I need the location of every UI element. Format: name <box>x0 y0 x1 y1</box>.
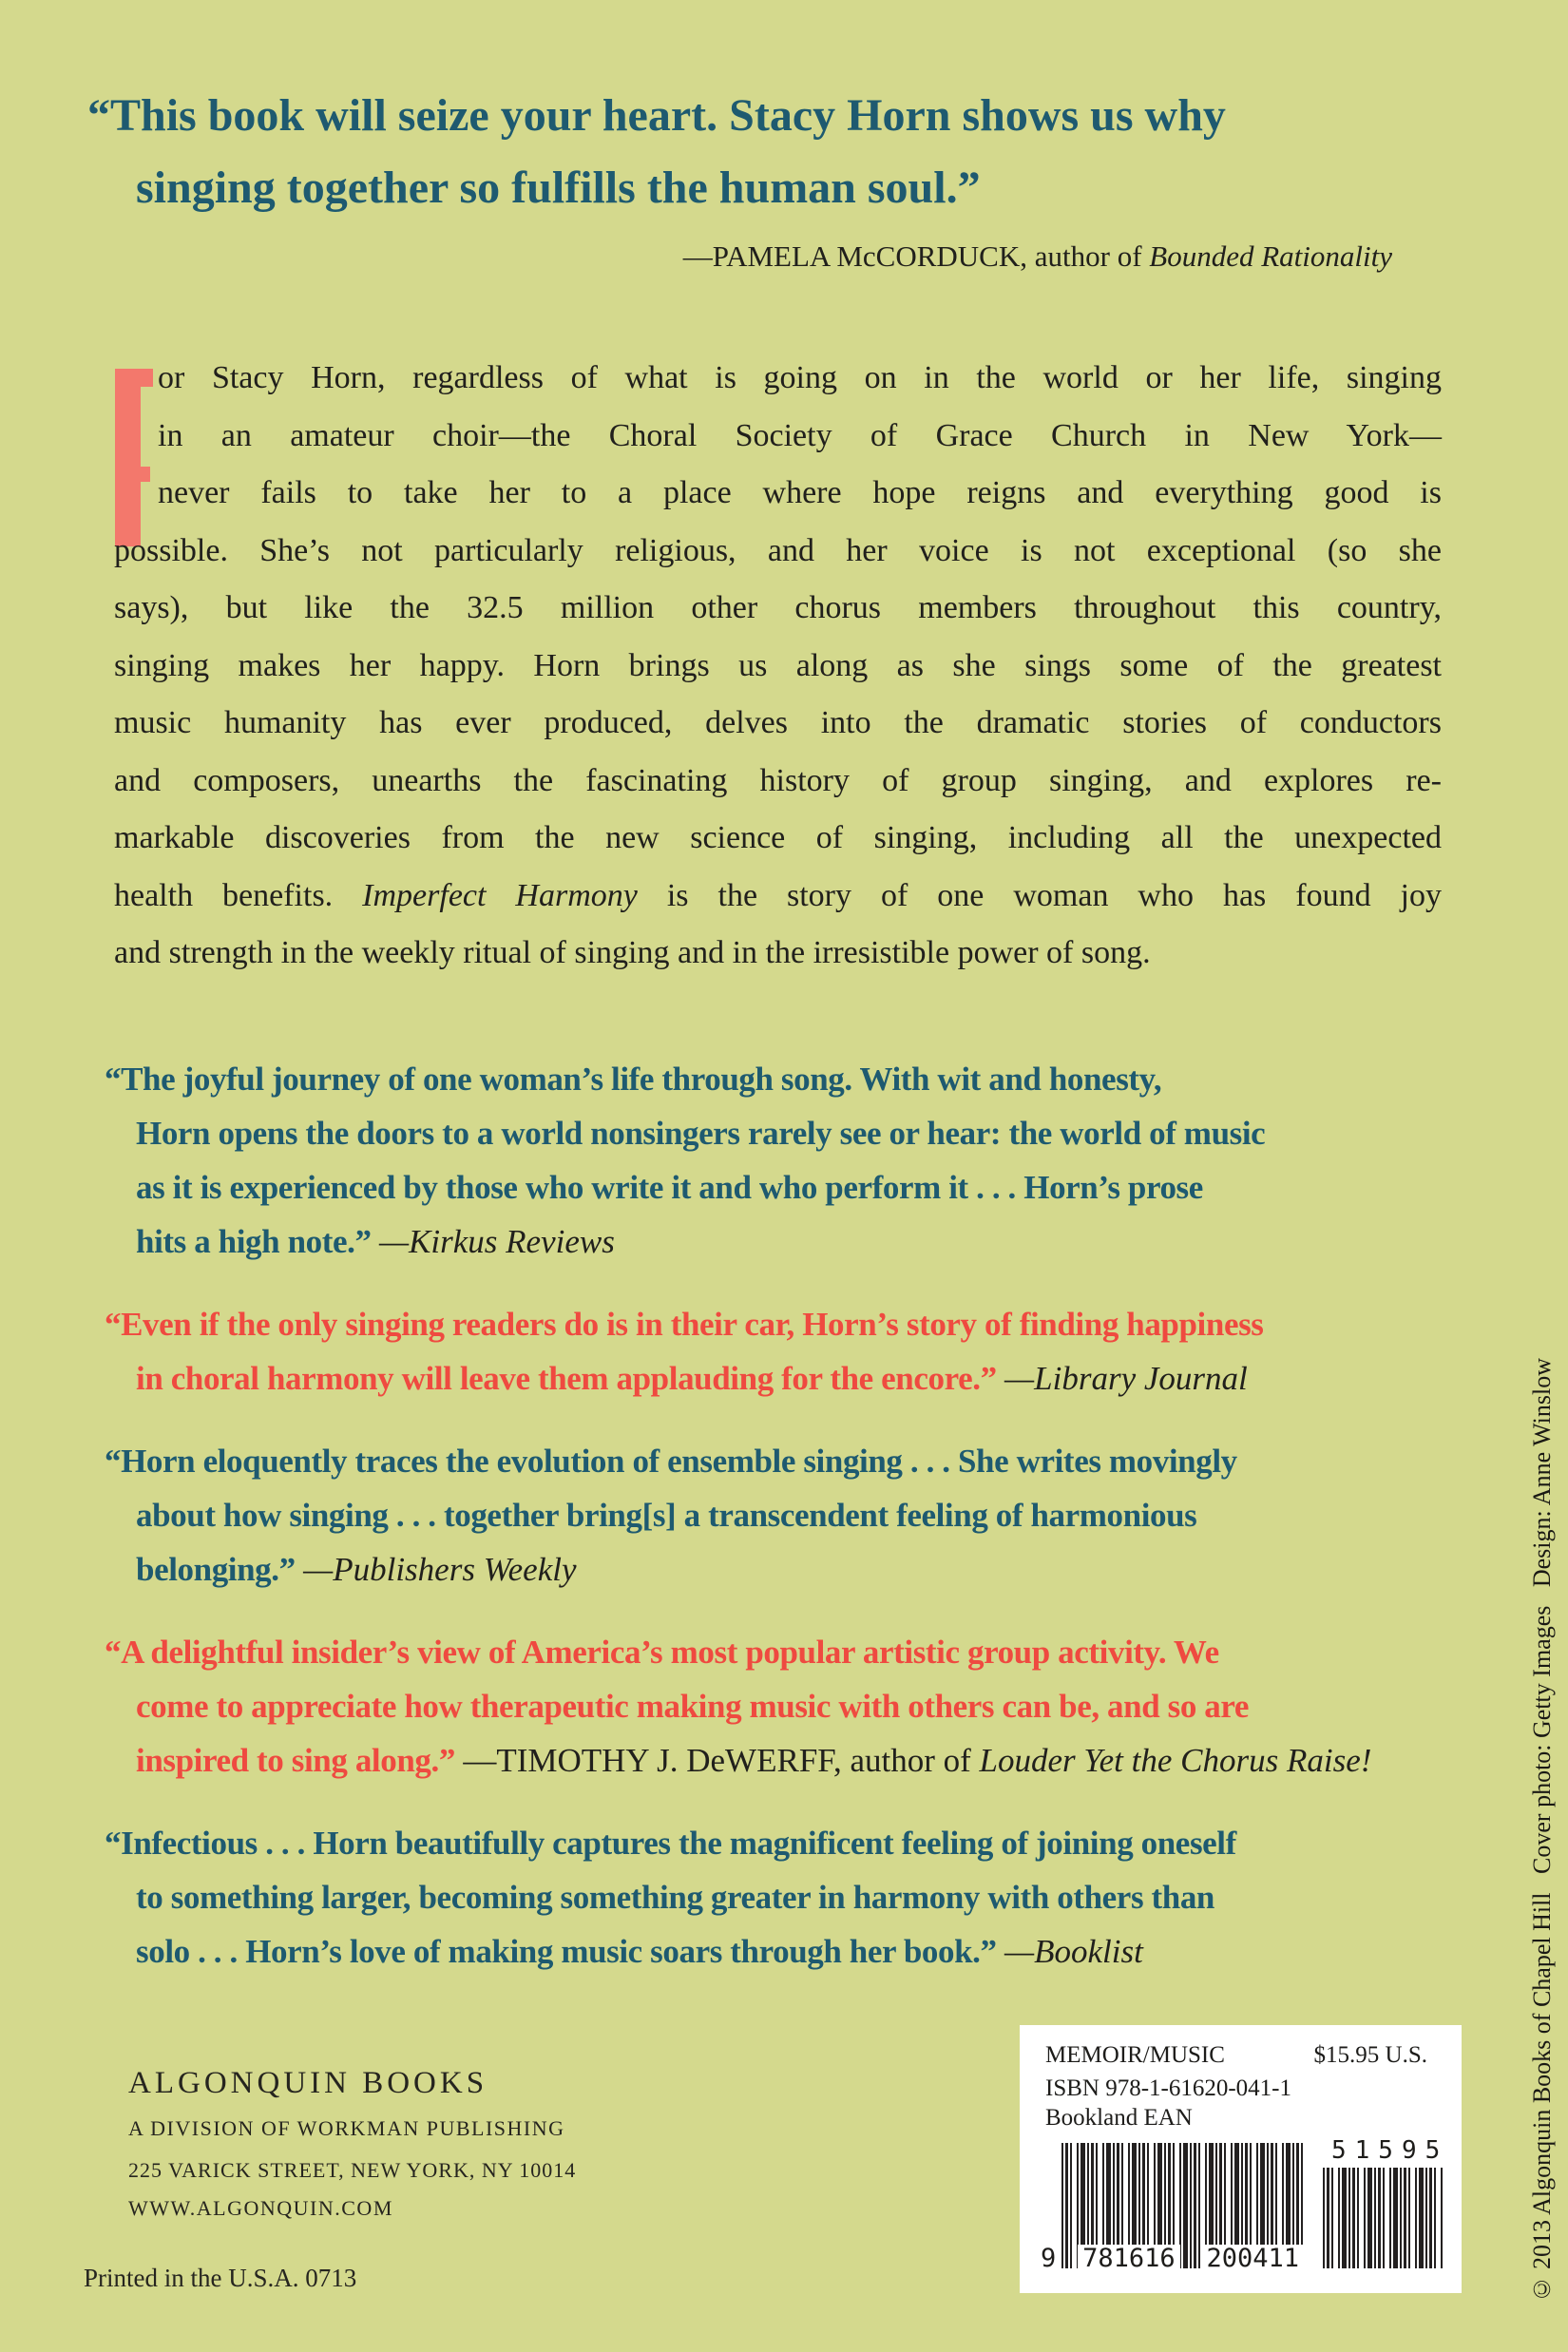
text-segment: singing together so fulfills the human soul.” <box>136 163 981 213</box>
text-segment: “Infectious . . . Horn beautifully captures the magnificent feeling of joining oneself <box>105 1825 1236 1862</box>
text-segment: —TIMOTHY J. DeWERFF, author of <box>463 1742 980 1779</box>
review-line <box>105 1297 1463 1351</box>
review-publishers-weekly <box>105 1434 1463 1597</box>
synopsis-line <box>114 925 1442 983</box>
publisher-name: ALGONQUIN BOOKS <box>128 2066 488 2100</box>
synopsis-line <box>114 408 1442 466</box>
synopsis-line <box>114 868 1442 926</box>
text-segment: inspired to sing along.” <box>136 1742 464 1779</box>
isbn-label: ISBN 978-1-61620-041-1 <box>1045 2075 1292 2101</box>
ean-digit-group: 200411 <box>1201 2245 1304 2272</box>
synopsis-line <box>114 580 1442 638</box>
text-segment: is the story of one woman who has found joy <box>637 877 1443 913</box>
text-segment: health benefits. <box>114 877 363 913</box>
headline-quote-line <box>87 152 1494 224</box>
review-line <box>136 1542 1463 1597</box>
printed-note: Printed in the U.S.A. 0713 <box>84 2264 357 2292</box>
category-label: MEMOIR/MUSIC <box>1045 2042 1225 2068</box>
synopsis-line <box>114 810 1442 868</box>
text-segment: Bounded Rationality <box>1149 239 1392 273</box>
text-segment: solo . . . Horn’s love of making music soars through her book.” <box>136 1933 1004 1970</box>
text-segment: and composers, unearths the fascinating history of group singing, and explores re- <box>114 762 1442 798</box>
text-segment: says), but like the 32.5 million other chorus members throughout this country, <box>114 590 1442 625</box>
text-segment: Imperfect Harmony <box>362 877 638 913</box>
review-line <box>136 1870 1463 1924</box>
headline-quote-line <box>87 80 1494 152</box>
review-line <box>136 1214 1463 1269</box>
text-segment: —Publishers Weekly <box>303 1551 577 1588</box>
text-segment: in choral harmony will leave them applauding for the encore.” <box>136 1360 1005 1397</box>
text-segment: —Kirkus Reviews <box>378 1223 615 1260</box>
ean-digit-group: 9 <box>1041 2244 1057 2273</box>
ean-barcode <box>1041 2143 1304 2273</box>
text-segment: never fails to take her to a place where hope reigns and everything good is <box>158 475 1442 510</box>
synopsis-paragraph <box>114 350 1442 983</box>
supplement-barcode-bars <box>1323 2168 1444 2268</box>
review-line <box>136 1160 1463 1214</box>
synopsis-line <box>114 753 1442 811</box>
review-dewerff <box>105 1625 1463 1788</box>
price-supplement-barcode <box>1323 2136 1449 2268</box>
synopsis-line <box>114 350 1442 408</box>
review-library-journal <box>105 1297 1463 1405</box>
text-segment: —Library Journal <box>1004 1360 1248 1397</box>
headline-quote <box>87 80 1494 224</box>
review-line <box>136 1351 1463 1405</box>
text-segment: hits a high note.” <box>136 1223 379 1260</box>
barcode-panel <box>1020 2025 1462 2293</box>
publisher-address: 225 VARICK STREET, NEW YORK, NY 10014 <box>128 2158 577 2182</box>
review-line <box>136 1733 1463 1788</box>
text-segment: —PAMELA McCORDUCK, author of <box>682 239 1150 273</box>
text-segment: possible. She’s not particularly religious, and her voice is not exceptional (so she <box>114 532 1442 568</box>
text-segment: music humanity has ever produced, delves into the dramatic stories of conductors <box>114 705 1442 740</box>
publisher-block <box>128 2064 576 2222</box>
review-line <box>105 1625 1463 1679</box>
publisher-division: A DIVISION OF WORKMAN PUBLISHING <box>128 2116 565 2140</box>
text-segment: “This book will seize your heart. Stacy Horn shows us why <box>87 90 1226 141</box>
review-line <box>105 1052 1463 1106</box>
text-segment: “Horn eloquently traces the evolution of ensemble singing . . . She writes movingly <box>105 1443 1237 1480</box>
price-label: $15.95 U.S. <box>1313 2042 1427 2068</box>
synopsis-line <box>114 465 1442 523</box>
review-kirkus <box>105 1052 1463 1269</box>
review-line <box>136 1106 1463 1160</box>
text-segment: “Even if the only singing readers do is in their car, Horn’s story of finding happiness <box>105 1306 1264 1343</box>
text-segment: “A delightful insider’s view of America’s most popular artistic group activity. We <box>105 1634 1219 1671</box>
text-segment: Louder Yet the Chorus Raise! <box>979 1742 1372 1779</box>
publisher-website: WWW.ALGONQUIN.COM <box>128 2196 393 2220</box>
ean-label: Bookland EAN <box>1045 2105 1193 2131</box>
price-code: 51595 <box>1331 2136 1449 2165</box>
text-segment: —Booklist <box>1004 1933 1143 1970</box>
headline-attribution <box>190 239 1392 274</box>
synopsis-line <box>114 523 1442 581</box>
review-quotes <box>105 1052 1463 2007</box>
synopsis-line <box>114 638 1442 696</box>
synopsis-line <box>114 695 1442 753</box>
text-segment: as it is experienced by those who write it and who perform it . . . Horn’s prose <box>136 1169 1203 1206</box>
review-line <box>105 1434 1463 1488</box>
text-segment: markable discoveries from the new science of singing, including all the unexpected <box>114 820 1442 855</box>
copyright-credit-vertical: © 2013 Algonquin Books of Chapel Hill Cover photo: Getty Images Design: Anne Winslow <box>1528 1357 1556 2303</box>
ean-digit-group: 781616 <box>1078 2245 1180 2272</box>
text-segment: in an amateur choir—the Choral Society of Grace Church in New York— <box>158 417 1442 453</box>
text-segment: “The joyful journey of one woman’s life through song. With wit and honesty, <box>105 1061 1162 1098</box>
review-line <box>136 1924 1463 1979</box>
text-segment: Horn opens the doors to a world nonsingers rarely see or hear: the world of music <box>136 1115 1266 1152</box>
text-segment: or Stacy Horn, regardless of what is going on in the world or her life, singing <box>158 360 1442 395</box>
text-segment: singing makes her happy. Horn brings us along as she sings some of the greatest <box>114 647 1442 683</box>
text-segment: to something larger, becoming something greater in harmony with others than <box>136 1879 1214 1916</box>
barcode-panel-top-row <box>1045 2040 1427 2070</box>
text-segment: about how singing . . . together bring[s] a transcendent feeling of harmonious <box>136 1497 1197 1534</box>
review-line <box>136 1488 1463 1542</box>
text-segment: come to appreciate how therapeutic making music with others can be, and so are <box>136 1688 1250 1725</box>
text-segment: and strength in the weekly ritual of singing and in the irresistible power of song. <box>114 935 1151 970</box>
review-line <box>105 1816 1463 1870</box>
ean-barcode-digits <box>1041 2245 1304 2272</box>
review-booklist <box>105 1816 1463 1979</box>
text-segment: belonging.” <box>136 1551 304 1588</box>
review-line <box>136 1679 1463 1733</box>
